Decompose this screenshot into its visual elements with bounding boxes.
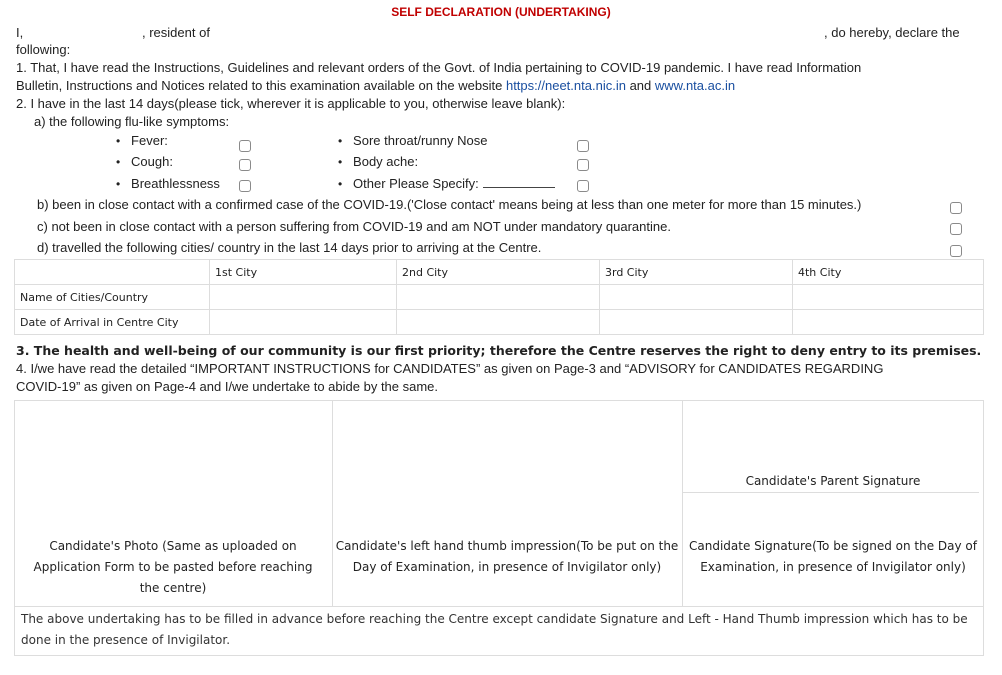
date-cell[interactable] — [210, 310, 397, 335]
symptom-breathlessness-label: Breathlessness — [131, 176, 220, 191]
symptom-sore-throat — [338, 132, 487, 150]
symptom-body-ache — [338, 153, 418, 171]
date-cell[interactable] — [793, 310, 984, 335]
symptom-fever-label: Fever: — [131, 133, 168, 148]
symptom-cough-label: Cough: — [131, 154, 173, 169]
date-cell[interactable] — [600, 310, 793, 335]
point2-a-label: a) the following flu-like symptoms: — [34, 114, 230, 129]
page-title: SELF DECLARATION (UNDERTAKING) — [391, 5, 611, 19]
sore-throat-checkbox[interactable] — [577, 140, 589, 152]
city-cell[interactable] — [793, 285, 984, 310]
intro-declare: , do hereby, declare the — [824, 25, 960, 40]
bullet: • — [116, 177, 121, 191]
signature-section — [14, 400, 984, 656]
cities-table — [14, 259, 984, 335]
table-header-cell — [15, 260, 210, 285]
symptom-cough — [116, 153, 173, 171]
bullet: • — [116, 155, 121, 169]
point2-b: b) been in close contact with a confirmed case of the COVID-19.('Close contact' means being at less than one meter for more than 15 minutes.) — [37, 197, 862, 212]
point1-line2-prefix: Bulletin, Instructions and Notices related to this examination available on the website — [16, 78, 503, 93]
table-header-cell: 4th City — [793, 260, 984, 285]
point1-line1: 1. That, I have read the Instructions, Guidelines and relevant orders of the Govt. of India pertaining to COVID-19 pandemic. I have read Information — [16, 60, 862, 75]
table-header-cell: 3rd City — [600, 260, 793, 285]
table-row — [15, 285, 984, 310]
divider — [15, 606, 983, 607]
photo-label: Candidate's Photo (Same as uploaded on Application Form to be pasted before reaching the centre) — [33, 539, 313, 595]
intro-i: I, — [16, 25, 24, 40]
fever-checkbox[interactable] — [239, 140, 251, 152]
symptom-fever — [116, 132, 168, 150]
date-cell[interactable] — [397, 310, 600, 335]
point1-line2 — [16, 77, 735, 95]
footer-note: The above undertaking has to be filled in advance before reaching the Centre except candidate Signature and Left - Hand Thumb impression which has to be done in the presence of Invigilator. — [21, 612, 968, 647]
photo-area[interactable] — [15, 401, 332, 531]
travelled-checkbox[interactable] — [950, 245, 962, 257]
bullet: • — [338, 134, 343, 148]
body-ache-checkbox[interactable] — [577, 159, 589, 171]
point4-line1: 4. I/we have read the detailed “IMPORTANT INSTRUCTIONS for CANDIDATES” as given on Page-3 and “ADVISORY for CANDIDATES REGARDING — [16, 361, 884, 376]
city-cell[interactable] — [397, 285, 600, 310]
neet-link[interactable]: https://neet.nta.nic.in — [505, 78, 626, 93]
table-header-row — [15, 260, 984, 285]
parent-signature-label: Candidate's Parent Signature — [745, 474, 921, 488]
bullet: • — [338, 155, 343, 169]
point2-d: d) travelled the following cities/ country in the last 14 days prior to arriving at the Centre. — [37, 240, 542, 255]
point1-and: and — [629, 78, 652, 93]
breathlessness-checkbox[interactable] — [239, 180, 251, 192]
nta-link[interactable]: www.nta.ac.in — [654, 78, 736, 93]
cough-checkbox[interactable] — [239, 159, 251, 171]
table-row — [15, 310, 984, 335]
candidate-signature-label: Candidate Signature(To be signed on the Day of Examination, in presence of Invigilator only) — [689, 539, 977, 574]
candidate-signature-area[interactable] — [683, 493, 983, 533]
point4-line2: COVID-19” as given on Page-4 and I/we undertake to abide by the same. — [16, 379, 439, 394]
thumb-impression-label: Candidate's left hand thumb impression(To be put on the Day of Examination, in presence of Invigilator only) — [335, 539, 679, 574]
intro-resident-of: , resident of — [142, 25, 210, 40]
other-checkbox[interactable] — [577, 180, 589, 192]
intro-following: following: — [16, 42, 71, 57]
point3: 3. The health and well-being of our community is our first priority; therefore the Centre reserves the right to deny entry to its premises. — [16, 343, 982, 358]
symptom-breathlessness — [116, 175, 220, 193]
table-header-cell: 1st City — [210, 260, 397, 285]
parent-signature-area[interactable] — [683, 401, 983, 466]
point2-heading: 2. I have in the last 14 days(please tick, wherever it is applicable to you, otherwise leave blank): — [16, 96, 566, 111]
bullet: • — [116, 134, 121, 148]
not-in-contact-checkbox[interactable] — [950, 223, 962, 235]
symptom-sore-throat-label: Sore throat/runny Nose — [353, 133, 488, 148]
symptom-body-ache-label: Body ache: — [353, 154, 419, 169]
city-cell[interactable] — [600, 285, 793, 310]
row-label: Date of Arrival in Centre City — [15, 310, 210, 335]
close-contact-checkbox[interactable] — [950, 202, 962, 214]
table-header-cell: 2nd City — [397, 260, 600, 285]
bullet: • — [338, 177, 343, 191]
point2-c: c) not been in close contact with a person suffering from COVID-19 and am NOT under mandatory quarantine. — [37, 219, 671, 234]
row-label: Name of Cities/Country — [15, 285, 210, 310]
symptom-other — [338, 175, 555, 193]
city-cell[interactable] — [210, 285, 397, 310]
symptom-other-label: Other Please Specify: — [353, 176, 479, 191]
other-specify-blank[interactable] — [483, 177, 555, 188]
thumb-impression-area[interactable] — [333, 401, 682, 531]
